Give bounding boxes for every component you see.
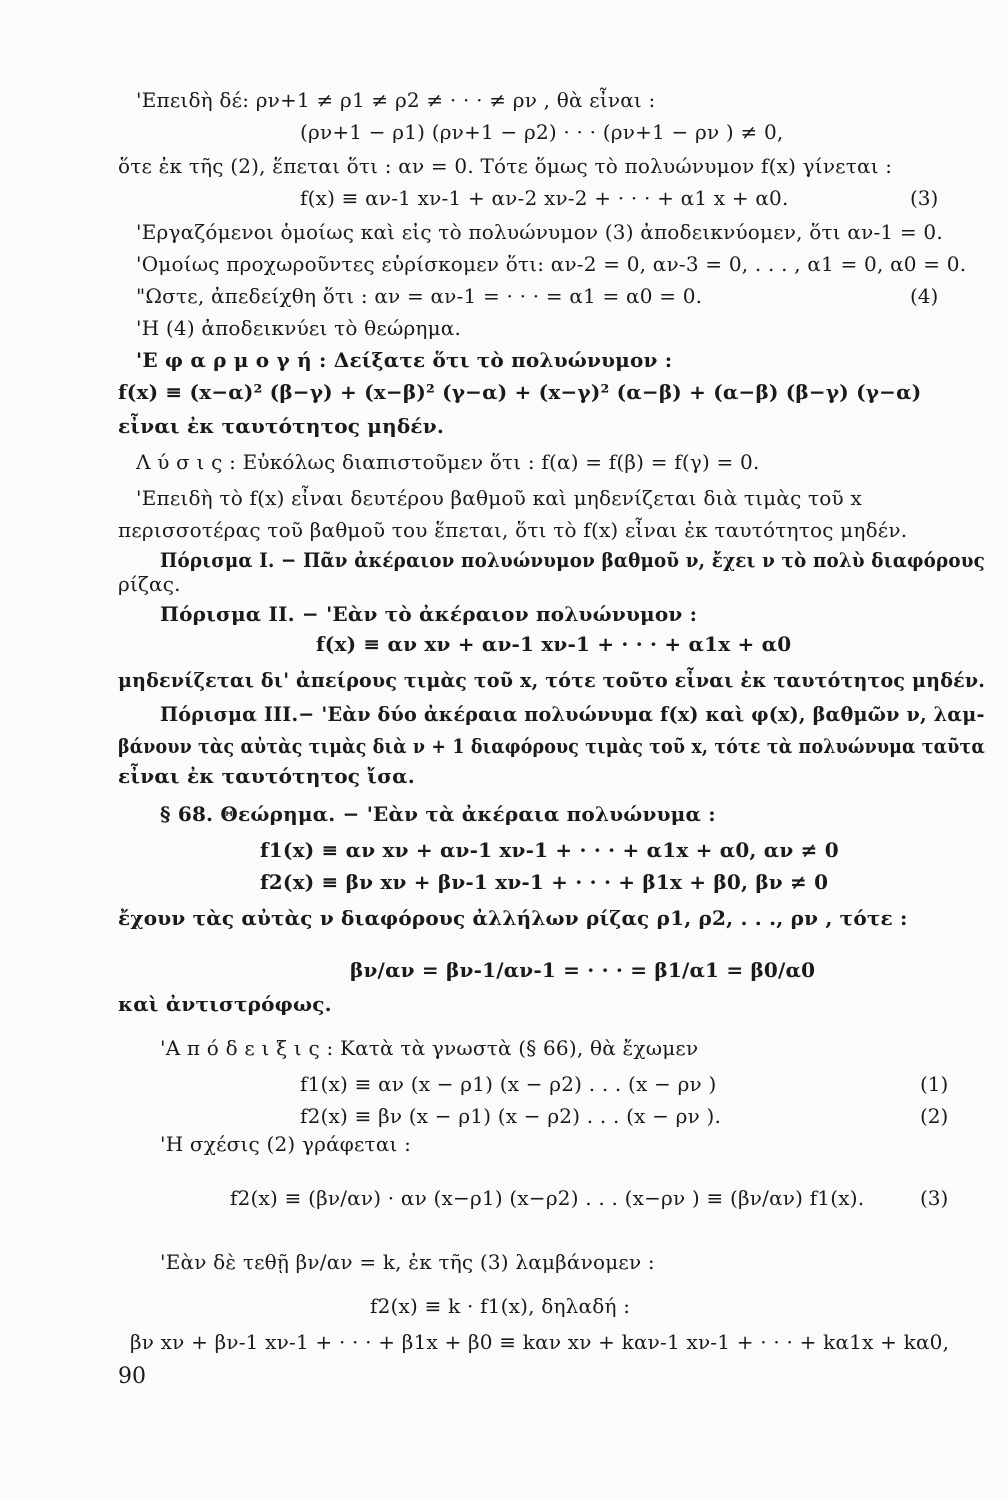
equation-line: βν/αν = βν-1/αν-1 = · · · = β1/α1 = β0/α0 <box>350 958 816 982</box>
equation-line: f1(x) ≡ αν (x − ρ1) (x − ρ2) . . . (x − ρν ) <box>300 1072 717 1096</box>
text-line: ρίζας. <box>118 572 181 596</box>
equation-line: f2(x) ≡ βν xν + βν-1 xν-1 + · · · + β1x + β0, βν ≠ 0 <box>260 870 829 894</box>
text-line: 'Η (4) ἀποδεικνύει τὸ θεώρημα. <box>136 316 462 340</box>
text-line: 'Ομοίως προχωροῦντες εὑρίσκομεν ὅτι: αν-2 = 0, αν-3 = 0, . . . , α1 = 0, α0 = 0. <box>136 252 967 276</box>
text-line: περισσοτέρας τοῦ βαθμοῦ του ἕπεται, ὅτι τὸ f(x) εἶναι ἐκ ταυτότητος μηδέν. <box>118 518 908 542</box>
equation-line: f2(x) ≡ βν (x − ρ1) (x − ρ2) . . . (x − ρν ). <box>300 1104 722 1128</box>
theorem-heading: § 68. Θεώρημα. − 'Εὰν τὰ ἀκέραια πολυώνυμα : <box>160 802 716 826</box>
equation-number: (2) <box>920 1104 949 1128</box>
equation-number: (1) <box>920 1072 949 1096</box>
equation-line: (ρν+1 − ρ1) (ρν+1 − ρ2) · · · (ρν+1 − ρν ) ≠ 0, <box>300 120 784 144</box>
equation-line: f(x) ≡ αν-1 xν-1 + αν-2 xν-2 + · · · + α1 x + α0. <box>300 186 789 210</box>
corollary-heading: Πόρισμα II. − 'Εὰν τὸ ἀκέραιον πολυώνυμον : <box>160 602 698 626</box>
text-line: καὶ ἀντιστρόφως. <box>118 992 332 1016</box>
equation-line: f(x) ≡ αν xν + αν-1 xν-1 + · · · + α1x + α0 <box>316 632 792 656</box>
text-line: 'Εργαζόμενοι ὁμοίως καὶ εἰς τὸ πολυώνυμον (3) ἀποδεικνύομεν, ὅτι αν-1 = 0. <box>136 220 943 244</box>
text-line: μηδενίζεται δι' ἀπείρους τιμὰς τοῦ x, τότε τοῦτο εἶναι ἐκ ταυτότητος μηδέν. <box>118 668 986 692</box>
text-line: 'Εὰν δὲ τεθῇ βν/αν = k, ἐκ τῆς (3) λαμβάνομεν : <box>160 1250 655 1274</box>
equation-number: (3) <box>910 186 939 210</box>
equation-line: f1(x) ≡ αν xν + αν-1 xν-1 + · · · + α1x + α0, αν ≠ 0 <box>260 838 839 862</box>
proof-heading: 'Α π ό δ ε ι ξ ι ς : Κατὰ τὰ γνωστὰ (§ 66), θὰ ἔχωμεν <box>160 1036 699 1060</box>
text-line: ἔχουν τὰς αὐτὰς ν διαφόρους ἀλλήλων ρίζας ρ1, ρ2, . . ., ρν , τότε : <box>118 906 908 930</box>
text-line: "Ωστε, ἀπεδείχθη ὅτι : αν = αν-1 = · · · = α1 = α0 = 0. <box>136 284 703 308</box>
text-line: 'Επειδὴ δέ: ρν+1 ≠ ρ1 ≠ ρ2 ≠ · · · ≠ ρν , θὰ εἶναι : <box>136 88 656 112</box>
equation-line: f2(x) ≡ k · f1(x), δηλαδή : <box>370 1294 631 1318</box>
equation-line: f2(x) ≡ (βν/αν) · αν (x−ρ1) (x−ρ2) . . . (x−ρν ) ≡ (βν/αν) f1(x). <box>230 1186 865 1210</box>
text-line: εἶναι ἐκ ταυτότητος μηδέν. <box>118 414 445 438</box>
text-line: βάνουν τὰς αὐτὰς τιμὰς διὰ ν + 1 διαφόρους τιμὰς τοῦ x, τότε τὰ πολυώνυμα ταῦτα <box>118 734 985 758</box>
equation-line: f(x) ≡ (x−α)² (β−γ) + (x−β)² (γ−α) + (x−γ)² (α−β) + (α−β) (β−γ) (γ−α) <box>118 380 922 404</box>
equation-line: βν xν + βν-1 xν-1 + · · · + β1x + β0 ≡ kαν xν + kαν-1 xν-1 + · · · + kα1x + kα0, <box>130 1330 950 1354</box>
equation-number: (3) <box>920 1186 949 1210</box>
corollary-heading: Πόρισμα I. − Πᾶν ἀκέραιον πολυώνυμον βαθμοῦ ν, ἔχει ν τὸ πολὺ διαφόρους <box>160 548 985 572</box>
page-number: 90 <box>118 1364 146 1389</box>
text-line: 'Η σχέσις (2) γράφεται : <box>160 1132 412 1156</box>
text-line: 'Επειδὴ τὸ f(x) εἶναι δευτέρου βαθμοῦ καὶ μηδενίζεται διὰ τιμὰς τοῦ x <box>136 486 862 510</box>
application-heading: 'Ε φ α ρ μ ο γ ή : Δείξατε ὅτι τὸ πολυώνυμον : <box>136 348 673 372</box>
corollary-heading: Πόρισμα III.− 'Εὰν δύο ἀκέραια πολυώνυμα f(x) καὶ φ(x), βαθμῶν ν, λαμ- <box>160 702 985 726</box>
text-line: εἶναι ἐκ ταυτότητος ἴσα. <box>118 764 415 788</box>
solution-line: Λ ύ σ ι ς : Εὐκόλως διαπιστοῦμεν ὅτι : f(α) = f(β) = f(γ) = 0. <box>136 450 760 474</box>
text-line: ὅτε ἐκ τῆς (2), ἕπεται ὅτι : αν = 0. Τότε ὅμως τὸ πολυώνυμον f(x) γίνεται : <box>118 154 893 178</box>
equation-number: (4) <box>910 284 939 308</box>
